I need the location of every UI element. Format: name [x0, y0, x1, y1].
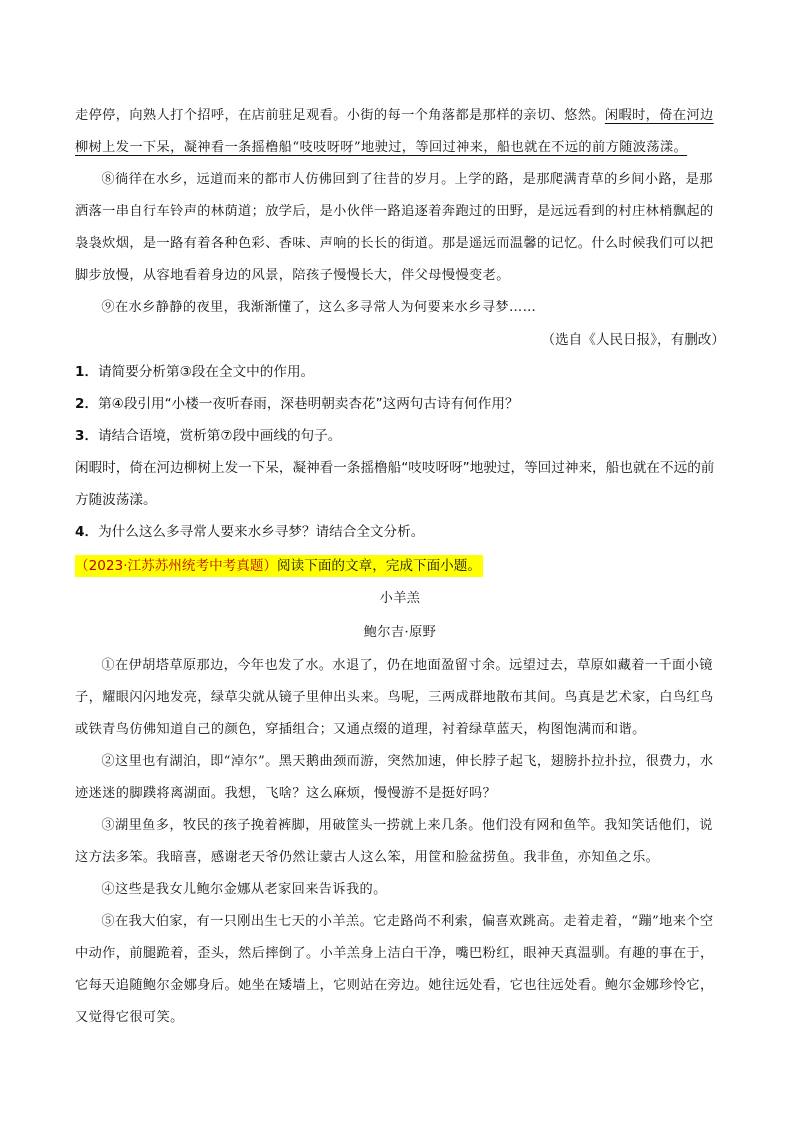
question-number: 1． — [75, 364, 99, 380]
question-number: 3． — [75, 428, 99, 444]
para7-underlined-sentence: 闲暇时，倚在河边柳树上发一下呆，凝神看一条摇橹船“吱吱呀呀”地驶过，等回过神来，船也就在不远的前方随波荡漾。 — [75, 108, 714, 155]
question-text: 请简要分析第③段在全文中的作用。 — [98, 364, 315, 380]
exam-header-highlight — [75, 555, 483, 577]
question-number: 2． — [75, 396, 99, 412]
question-item — [75, 516, 725, 548]
question-text: 为什么这么多寻常人要来水乡寻梦？请结合全文分析。 — [98, 524, 425, 540]
passage2-para2: ②这里也有湖泊，即“淖尔”。黑天鹅曲颈而游，突然加速，伸长脖子起飞，翅膀扑拉扑拉，很费力，水迹迷迷的脚蹼将离湖面。我想，飞啥？这么麻烦，慢慢游不是挺好吗？ — [75, 754, 714, 801]
passage2-para4: ④这些是我女儿鲍尔金娜从老家回来告诉我的。 — [101, 882, 387, 897]
passage2-para3: ③湖里鱼多，牧民的孩子挽着裤脚，用破筐头一捞就上来几条。他们没有网和鱼竿。我知笑话他们，说这方法多笨。我暗喜，感谢老天爷仍然让蒙古人这么笨，用筐和脸盆捞鱼。我非鱼，亦知鱼之乐。 — [75, 818, 713, 865]
question-item — [75, 388, 725, 420]
question-quote — [75, 452, 725, 516]
article-author: 鲍尔吉·原野 — [363, 625, 437, 640]
exam-instruction: 阅读下面的文章，完成下面小题。 — [277, 558, 481, 574]
passage1-para8: ⑧徜徉在水乡，远道而来的都市人仿佛回到了往昔的岁月。上学的路，是那爬满青草的乡间小路，是那洒落一串自行车铃声的林荫道；放学后，是小伙伴一路追逐着奔跑过的田野，是远远看到的村庄林梢飘起的袅袅炊烟，是一路有着各种色彩、香味、声响的长长的街道。那是遥远而温馨的记忆。什么时候我们可以把脚步放慢，从容地看着身边的风景，陪孩子慢慢长大，伴父母慢慢变老。 — [75, 172, 714, 283]
passage1-para7-tail — [75, 100, 725, 164]
passage1-source: （选自《人民日报》，有删改） — [541, 332, 725, 348]
exam-source-tag: （2023·江苏苏州统考中考真题） — [75, 558, 278, 574]
article-title: 小羊羔 — [379, 591, 421, 606]
passage2-para5: ⑤在我大伯家，有一只刚出生七天的小羊羔。它走路尚不利索，偏喜欢跳高。走着走着，“蹦”地来个空中动作，前腿跪着，歪头，然后摔倒了。小羊羔身上洁白干净，嘴巴粉红，眼神天真温驯。有趣的事在于，它每天追随鲍尔金娜身后。她坐在矮墙上，它则站在旁边。她往远处看，它也往远处看。鲍尔金娜珍怜它，又觉得它很可笑。 — [75, 914, 714, 1025]
para7-tail-text: 走停停，向熟人打个招呼，在店前驻足观看。小街的每一个角落都是那样的亲切、悠然。 — [75, 108, 605, 123]
question-quoted-sentence: 闲暇时，倚在河边柳树上发一下呆，凝神看一条摇橹船“吱吱呀呀”地驶过，等回过神来，船也就在不远的前方随波荡漾。 — [75, 460, 715, 508]
passage1-para9: ⑨在水乡静静的夜里，我渐渐懂了，这么多寻常人为何要来水乡寻梦…… — [101, 300, 537, 315]
question-text: 请结合语境，赏析第⑦段中画线的句子。 — [98, 428, 342, 444]
passage2-para1: ①在伊胡塔草原那边，今年也发了水。水退了，仍在地面盈留寸余。远望过去，草原如藏着一千面小镜子，耀眼闪闪地发亮，绿草尖就从镜子里伸出头来。鸟呢，三两成群地散布其间。鸟真是艺术家，白鸟红鸟或铁青鸟仿佛知道自己的颜色，穿插组合；又通点缀的道理，衬着绿草蓝天，构图饱满而和谐。 — [75, 658, 714, 737]
exam-header — [75, 550, 725, 582]
document-page — [75, 100, 725, 1034]
question-item — [75, 356, 725, 388]
question-item — [75, 420, 725, 452]
question-number: 4． — [75, 524, 99, 540]
question-text: 第④段引用“小楼一夜听春雨，深巷明朝卖杏花”这两句古诗有何作用？ — [98, 396, 519, 412]
question-list — [75, 356, 725, 548]
